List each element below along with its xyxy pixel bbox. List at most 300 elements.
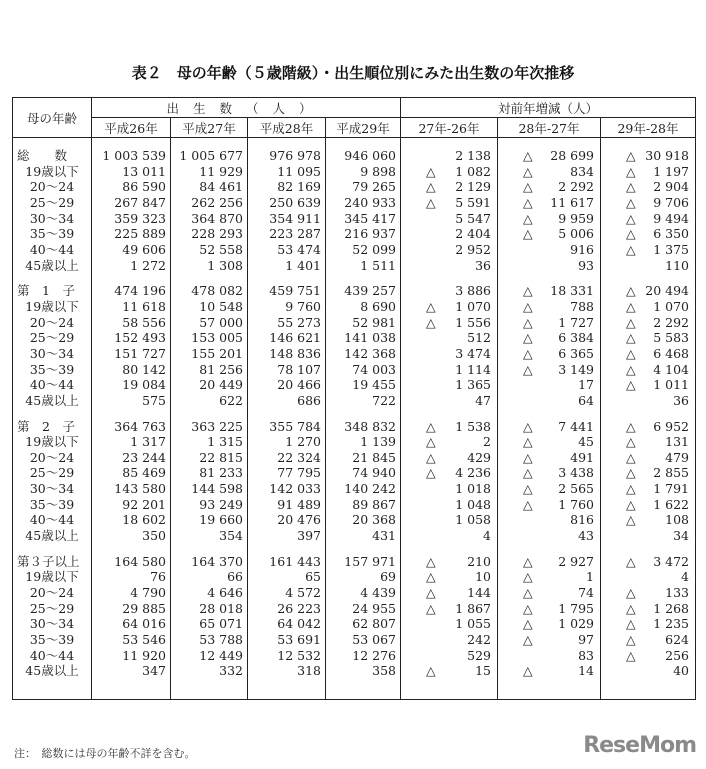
age-label: 25～29 — [13, 465, 92, 481]
year-header: 平成28年 — [248, 118, 326, 138]
age-label: 35～39 — [13, 362, 92, 378]
diff-value: 1 538 — [455, 418, 491, 434]
diff-header: 対前年増減（人） — [401, 98, 696, 118]
diff-cell: 512 — [401, 330, 498, 346]
diff-cell: 36 — [601, 393, 696, 409]
diff-value: 2 855 — [653, 465, 689, 481]
diff-value: 144 — [467, 585, 491, 601]
diff-cell — [401, 164, 498, 180]
table-row — [13, 299, 696, 315]
births-cell: 722 — [326, 393, 401, 409]
births-cell: 84 461 — [171, 179, 248, 195]
diff-value: 2 129 — [455, 179, 491, 195]
age-label: 45歳以上 — [13, 258, 92, 274]
diff-cell: 1 048 — [401, 497, 498, 513]
births-cell: 4 646 — [171, 585, 248, 601]
diff-cell — [601, 648, 696, 664]
diff-cell — [498, 554, 601, 570]
decrease-mark: △ — [523, 361, 533, 377]
births-cell: 82 169 — [248, 179, 326, 195]
diff-cell — [498, 465, 601, 481]
births-cell: 1 003 539 — [92, 148, 171, 164]
births-cell: 397 — [248, 528, 326, 544]
age-label: 35～39 — [13, 632, 92, 648]
diff-value: 6 952 — [653, 418, 689, 434]
births-cell: 161 443 — [248, 554, 326, 570]
diff-value: 1 235 — [653, 616, 689, 632]
births-cell: 74 940 — [326, 465, 401, 481]
decrease-mark: △ — [626, 226, 636, 242]
births-cell: 364 870 — [171, 211, 248, 227]
diff-value: 788 — [570, 298, 594, 314]
diff-cell: 4 — [401, 528, 498, 544]
diff-cell: 1 058 — [401, 512, 498, 528]
diff-cell — [601, 465, 696, 481]
table-row — [13, 419, 696, 435]
table-row — [13, 569, 696, 585]
births-cell: 1 315 — [171, 434, 248, 450]
diff-cell — [498, 315, 601, 331]
births-cell: 12 276 — [326, 648, 401, 664]
table-row — [13, 211, 696, 227]
births-cell: 69 — [326, 569, 401, 585]
empty-cell — [401, 409, 498, 419]
decrease-mark: △ — [523, 600, 533, 616]
diff-cell — [601, 299, 696, 315]
age-label: 19歳以下 — [13, 299, 92, 315]
diff-cell — [401, 663, 498, 679]
births-cell: 358 — [326, 663, 401, 679]
births-cell: 13 011 — [92, 164, 171, 180]
births-cell: 355 784 — [248, 419, 326, 435]
table-row — [13, 434, 696, 450]
births-cell: 1 270 — [248, 434, 326, 450]
births-cell: 19 084 — [92, 377, 171, 393]
births-cell: 155 201 — [171, 346, 248, 362]
spacer-row — [13, 409, 696, 419]
births-cell: 1 005 677 — [171, 148, 248, 164]
table-row — [13, 465, 696, 481]
births-cell: 79 265 — [326, 179, 401, 195]
births-header: 出生数（人） — [92, 98, 401, 118]
empty-cell — [248, 138, 326, 149]
decrease-mark: △ — [426, 418, 436, 434]
births-cell: 164 370 — [171, 554, 248, 570]
diff-cell: 2 952 — [401, 242, 498, 258]
diff-value: 1 727 — [558, 314, 594, 330]
decrease-mark: △ — [523, 148, 533, 163]
table-row — [13, 164, 696, 180]
births-cell: 622 — [171, 393, 248, 409]
births-cell: 23 244 — [92, 450, 171, 466]
diff-cell — [498, 481, 601, 497]
diff-value: 2 — [483, 434, 491, 450]
age-label: 19歳以下 — [13, 569, 92, 585]
diff-cell — [498, 179, 601, 195]
diff-cell — [498, 632, 601, 648]
empty-cell — [401, 544, 498, 554]
diff-value: 6 384 — [558, 330, 594, 346]
decrease-mark: △ — [626, 512, 636, 528]
diff-cell: 34 — [601, 528, 696, 544]
diff-cell — [498, 362, 601, 378]
diff-value: 133 — [665, 585, 689, 601]
births-cell: 140 242 — [326, 481, 401, 497]
empty-cell — [326, 679, 401, 700]
diff-cell: 47 — [401, 393, 498, 409]
diff-cell: 816 — [498, 512, 601, 528]
births-cell: 18 602 — [92, 512, 171, 528]
empty-cell — [601, 544, 696, 554]
diff-cell — [601, 283, 696, 299]
age-label: 19歳以下 — [13, 164, 92, 180]
empty-cell — [171, 409, 248, 419]
decrease-mark: △ — [523, 616, 533, 632]
diff-value: 1 795 — [558, 600, 594, 616]
diff-cell — [601, 434, 696, 450]
diff-cell — [498, 434, 601, 450]
diff-cell — [498, 601, 601, 617]
births-cell: 1 317 — [92, 434, 171, 450]
births-cell: 363 225 — [171, 419, 248, 435]
empty-cell — [92, 544, 171, 554]
diff-cell: 2 404 — [401, 226, 498, 242]
births-cell: 53 546 — [92, 632, 171, 648]
decrease-mark: △ — [523, 194, 533, 210]
births-cell: 74 003 — [326, 362, 401, 378]
births-cell: 11 929 — [171, 164, 248, 180]
table-row — [13, 179, 696, 195]
year-header: 平成27年 — [171, 118, 248, 138]
empty-cell — [401, 273, 498, 283]
diff-cell — [601, 512, 696, 528]
births-cell: 350 — [92, 528, 171, 544]
decrease-mark: △ — [626, 465, 636, 481]
empty-cell — [401, 138, 498, 149]
diff-value: 1 197 — [653, 163, 689, 179]
decrease-mark: △ — [426, 553, 436, 569]
diff-cell — [498, 346, 601, 362]
decrease-mark: △ — [523, 330, 533, 346]
diff-value: 3 438 — [558, 465, 594, 481]
births-cell: 29 885 — [92, 601, 171, 617]
empty-cell — [326, 544, 401, 554]
diff-cell — [401, 569, 498, 585]
births-cell: 53 691 — [248, 632, 326, 648]
decrease-mark: △ — [523, 663, 533, 679]
births-cell: 262 256 — [171, 195, 248, 211]
decrease-mark: △ — [523, 226, 533, 242]
births-cell: 164 580 — [92, 554, 171, 570]
births-cell: 20 476 — [248, 512, 326, 528]
table-row — [13, 554, 696, 570]
decrease-mark: △ — [626, 210, 636, 226]
diff-cell — [601, 226, 696, 242]
births-cell: 143 580 — [92, 481, 171, 497]
births-cell: 11 618 — [92, 299, 171, 315]
diff-value: 45 — [578, 434, 594, 450]
empty-cell — [92, 409, 171, 419]
decrease-mark: △ — [523, 481, 533, 497]
empty-cell — [498, 544, 601, 554]
decrease-mark: △ — [523, 496, 533, 512]
diff-cell: 64 — [498, 393, 601, 409]
diff-value: 1 556 — [455, 314, 491, 330]
diff-cell — [498, 148, 601, 164]
births-cell: 364 763 — [92, 419, 171, 435]
diff-cell — [601, 616, 696, 632]
births-cell: 267 847 — [92, 195, 171, 211]
year-header: 平成26年 — [92, 118, 171, 138]
diff-cell — [601, 164, 696, 180]
diff-cell: 1 365 — [401, 377, 498, 393]
diff-value: 6 350 — [653, 226, 689, 242]
decrease-mark: △ — [523, 163, 533, 179]
births-cell: 21 845 — [326, 450, 401, 466]
births-cell: 53 788 — [171, 632, 248, 648]
diff-cell — [601, 632, 696, 648]
diff-value: 624 — [665, 632, 689, 648]
diff-cell — [601, 362, 696, 378]
table-row — [13, 585, 696, 601]
decrease-mark: △ — [626, 377, 636, 393]
diff-value: 18 331 — [550, 283, 594, 299]
decrease-mark: △ — [626, 179, 636, 195]
births-cell: 53 474 — [248, 242, 326, 258]
births-cell: 250 639 — [248, 195, 326, 211]
births-cell: 65 — [248, 569, 326, 585]
diff-cell — [601, 601, 696, 617]
diff-cell: 93 — [498, 258, 601, 274]
table-row — [13, 663, 696, 679]
diff-value: 9 706 — [653, 194, 689, 210]
births-cell: 144 598 — [171, 481, 248, 497]
births-cell: 318 — [248, 663, 326, 679]
decrease-mark: △ — [523, 585, 533, 601]
spacer-row — [13, 679, 696, 700]
diff-period-header: 28年-27年 — [498, 118, 601, 138]
diff-value: 2 292 — [653, 314, 689, 330]
decrease-mark: △ — [626, 496, 636, 512]
diff-cell — [498, 164, 601, 180]
diff-cell: 40 — [601, 663, 696, 679]
births-cell: 152 493 — [92, 330, 171, 346]
births-cell: 62 807 — [326, 616, 401, 632]
empty-cell — [171, 138, 248, 149]
diff-cell — [498, 569, 601, 585]
diff-value: 15 — [475, 663, 491, 679]
births-cell: 52 558 — [171, 242, 248, 258]
births-cell: 4 439 — [326, 585, 401, 601]
table-row — [13, 330, 696, 346]
births-cell: 12 449 — [171, 648, 248, 664]
empty-cell — [171, 273, 248, 283]
decrease-mark: △ — [626, 298, 636, 314]
diff-value: 6 468 — [653, 345, 689, 361]
diff-cell: 43 — [498, 528, 601, 544]
births-cell: 240 933 — [326, 195, 401, 211]
diff-value: 97 — [578, 632, 594, 648]
diff-value: 2 292 — [558, 179, 594, 195]
births-cell: 57 000 — [171, 315, 248, 331]
diff-cell: 1 018 — [401, 481, 498, 497]
age-label: 20～24 — [13, 450, 92, 466]
empty-cell — [171, 679, 248, 700]
diff-cell — [498, 497, 601, 513]
births-cell: 19 455 — [326, 377, 401, 393]
age-label: 30～34 — [13, 481, 92, 497]
spacer-row — [13, 138, 696, 149]
decrease-mark: △ — [426, 449, 436, 465]
diff-value: 7 441 — [558, 418, 594, 434]
decrease-mark: △ — [523, 418, 533, 434]
diff-value: 2 927 — [558, 553, 594, 569]
births-cell: 10 548 — [171, 299, 248, 315]
table-row — [13, 362, 696, 378]
diff-value: 108 — [665, 512, 689, 528]
table-row — [13, 512, 696, 528]
decrease-mark: △ — [523, 345, 533, 361]
diff-value: 9 494 — [653, 210, 689, 226]
diff-cell: 242 — [401, 632, 498, 648]
births-cell: 52 981 — [326, 315, 401, 331]
diff-value: 256 — [665, 647, 689, 663]
diff-value: 1 622 — [653, 496, 689, 512]
diff-value: 1 082 — [455, 163, 491, 179]
diff-cell — [401, 601, 498, 617]
births-cell: 28 018 — [171, 601, 248, 617]
decrease-mark: △ — [426, 194, 436, 210]
decrease-mark: △ — [626, 600, 636, 616]
diff-value: 1 029 — [558, 616, 594, 632]
empty-cell — [326, 138, 401, 149]
diff-cell — [601, 377, 696, 393]
diff-cell — [601, 242, 696, 258]
decrease-mark: △ — [426, 585, 436, 601]
births-cell: 146 621 — [248, 330, 326, 346]
age-label: 35～39 — [13, 226, 92, 242]
births-cell: 4 572 — [248, 585, 326, 601]
table-row — [13, 377, 696, 393]
empty-cell — [13, 409, 92, 419]
empty-cell — [248, 409, 326, 419]
births-cell: 11 920 — [92, 648, 171, 664]
diff-value: 1 070 — [455, 298, 491, 314]
diff-value: 11 617 — [550, 194, 594, 210]
births-cell: 76 — [92, 569, 171, 585]
empty-cell — [326, 273, 401, 283]
births-cell: 66 — [171, 569, 248, 585]
table-row — [13, 497, 696, 513]
decrease-mark: △ — [523, 632, 533, 648]
diff-value: 5 591 — [455, 194, 491, 210]
footnote: 注： 総数には母の年齢不詳を含む。 — [14, 747, 196, 760]
births-cell: 223 287 — [248, 226, 326, 242]
diff-cell: 83 — [498, 648, 601, 664]
diff-cell — [401, 434, 498, 450]
decrease-mark: △ — [523, 283, 533, 299]
diff-cell — [498, 299, 601, 315]
table-row — [13, 616, 696, 632]
decrease-mark: △ — [626, 616, 636, 632]
births-cell: 216 937 — [326, 226, 401, 242]
diff-value: 10 — [475, 569, 491, 585]
table-row — [13, 148, 696, 164]
diff-value: 1 070 — [653, 298, 689, 314]
decrease-mark: △ — [626, 314, 636, 330]
diff-value: 9 959 — [558, 210, 594, 226]
decrease-mark: △ — [626, 241, 636, 257]
diff-cell: 5 547 — [401, 211, 498, 227]
diff-value: 1 867 — [455, 600, 491, 616]
births-cell: 86 590 — [92, 179, 171, 195]
diff-cell — [601, 148, 696, 164]
age-label: 20～24 — [13, 585, 92, 601]
table-row — [13, 242, 696, 258]
diff-value: 20 494 — [645, 283, 689, 299]
decrease-mark: △ — [426, 663, 436, 679]
diff-cell — [498, 663, 601, 679]
decrease-mark: △ — [523, 553, 533, 569]
decrease-mark: △ — [626, 194, 636, 210]
births-cell: 91 489 — [248, 497, 326, 513]
decrease-mark: △ — [626, 330, 636, 346]
births-cell: 1 272 — [92, 258, 171, 274]
diff-cell — [601, 346, 696, 362]
spacer-row — [13, 544, 696, 554]
empty-cell — [248, 679, 326, 700]
table-row — [13, 283, 696, 299]
births-cell: 64 016 — [92, 616, 171, 632]
decrease-mark: △ — [426, 179, 436, 195]
births-cell: 78 107 — [248, 362, 326, 378]
empty-cell — [601, 409, 696, 419]
decrease-mark: △ — [626, 345, 636, 361]
diff-value: 834 — [570, 163, 594, 179]
table-row — [13, 315, 696, 331]
diff-value: 30 918 — [645, 148, 689, 163]
diff-cell — [601, 179, 696, 195]
age-label: 25～29 — [13, 195, 92, 211]
diff-value: 5 006 — [558, 226, 594, 242]
births-cell: 474 196 — [92, 283, 171, 299]
decrease-mark: △ — [523, 449, 533, 465]
diff-cell — [601, 450, 696, 466]
births-cell: 26 223 — [248, 601, 326, 617]
births-cell: 65 071 — [171, 616, 248, 632]
diff-value: 2 904 — [653, 179, 689, 195]
diff-cell — [498, 226, 601, 242]
age-label: 35～39 — [13, 497, 92, 513]
year-header: 平成29年 — [326, 118, 401, 138]
diff-cell — [601, 419, 696, 435]
births-cell: 77 795 — [248, 465, 326, 481]
decrease-mark: △ — [626, 553, 636, 569]
table-row — [13, 226, 696, 242]
decrease-mark: △ — [626, 449, 636, 465]
births-cell: 11 095 — [248, 164, 326, 180]
diff-cell — [401, 450, 498, 466]
births-cell: 52 099 — [326, 242, 401, 258]
births-cell: 58 556 — [92, 315, 171, 331]
age-label: 25～29 — [13, 330, 92, 346]
births-cell: 347 — [92, 663, 171, 679]
births-cell: 225 889 — [92, 226, 171, 242]
births-cell: 153 005 — [171, 330, 248, 346]
decrease-mark: △ — [626, 434, 636, 450]
births-cell: 354 — [171, 528, 248, 544]
decrease-mark: △ — [426, 434, 436, 450]
